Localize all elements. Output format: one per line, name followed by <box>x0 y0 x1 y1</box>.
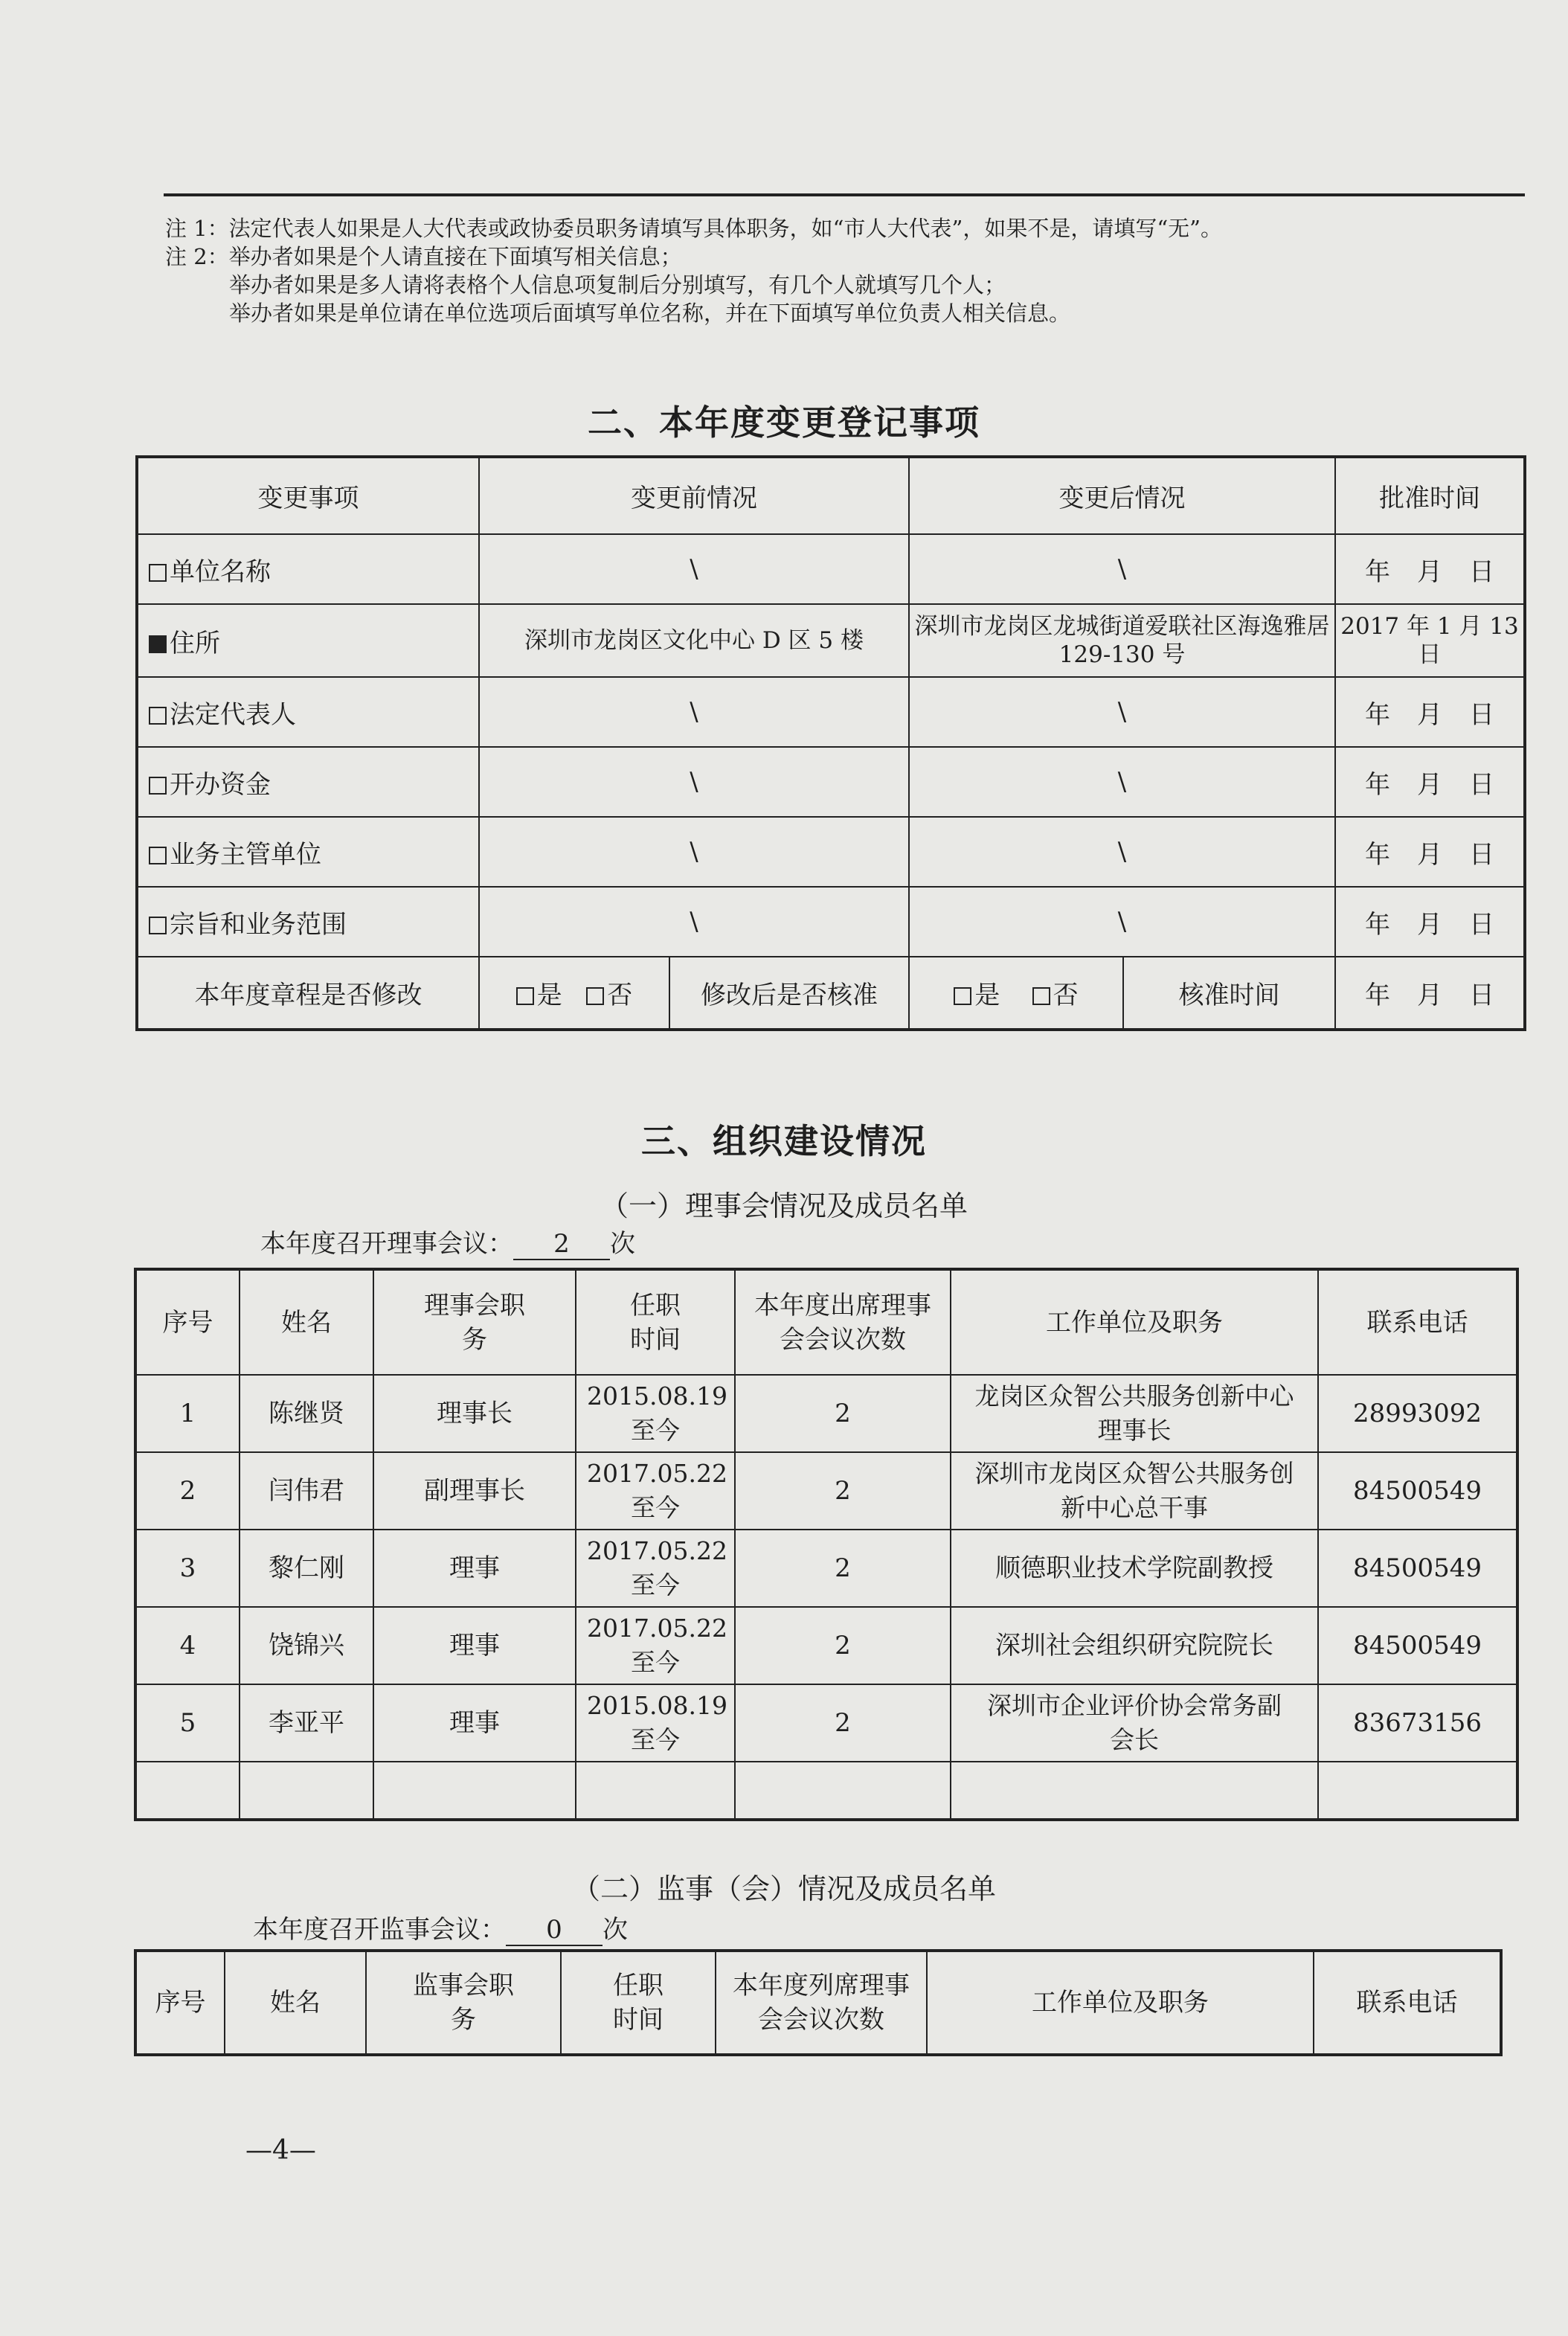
section2-title: 二、本年度变更登记事项 <box>588 402 980 443</box>
checkbox-purpose-scope[interactable] <box>149 917 167 934</box>
checkbox-address[interactable] <box>149 635 167 653</box>
approved-options: 是 否 <box>909 957 1123 1030</box>
table-row-empty <box>135 1762 1517 1820</box>
approved-label: 修改后是否核准 <box>669 957 909 1030</box>
change-row <box>137 677 1525 747</box>
change-row <box>137 747 1525 817</box>
note-2-line-2: 举办者如果是多人请将表格个人信息项复制后分别填写，有几个人就填写几个人； <box>229 272 1006 298</box>
change-item-label: 宗旨和业务范围 <box>170 909 347 940</box>
charter-revised-options: 是 否 <box>479 957 669 1030</box>
header-no: 序号 <box>135 1951 225 2055</box>
header-after: 变更后情况 <box>909 457 1335 534</box>
header-before: 变更前情况 <box>479 457 909 534</box>
table-row: 5 李亚平 理事 2015.08.19 至今 2 深圳市企业评价协会常务副会长 83673156 <box>135 1684 1517 1762</box>
supervisor-meeting-count: 本年度召开监事会议： 0 次 <box>253 1915 628 1945</box>
before-value: \ <box>479 677 909 747</box>
header-work: 工作单位及职务 <box>951 1269 1318 1375</box>
before-value: \ <box>479 887 909 957</box>
notes-block <box>165 214 1222 327</box>
top-rule <box>164 193 1525 196</box>
change-row <box>137 817 1525 887</box>
approval-date: 年 月 日 <box>1335 887 1525 957</box>
change-registration-table <box>135 455 1526 1031</box>
change-row <box>137 604 1525 677</box>
header-term: 任职时间 <box>576 1269 735 1375</box>
before-value: \ <box>479 817 909 887</box>
after-value: \ <box>909 677 1335 747</box>
header-approval-time: 批准时间 <box>1335 457 1525 534</box>
header-phone: 联系电话 <box>1318 1269 1517 1375</box>
supervisor-meeting-count-value: 0 <box>506 1915 603 1946</box>
change-item-label: 法定代表人 <box>170 699 296 730</box>
change-item-label: 业务主管单位 <box>170 839 321 870</box>
header-change-item: 变更事项 <box>137 457 479 534</box>
board-subtitle: （一）理事会情况及成员名单 <box>600 1190 968 1222</box>
checkbox-revised-yes[interactable] <box>516 987 534 1005</box>
approval-date: 年 月 日 <box>1335 747 1525 817</box>
before-value: \ <box>479 747 909 817</box>
table-row: 3 黎仁刚 理事 2017.05.22 至今 2 顺德职业技术学院副教授 84500549 <box>135 1530 1517 1607</box>
checkbox-approved-yes[interactable] <box>954 987 971 1005</box>
note-2-line-3: 举办者如果是单位请在单位选项后面填写单位名称，并在下面填写单位负责人相关信息。 <box>229 301 1071 326</box>
checkbox-unit-name[interactable] <box>149 564 167 582</box>
change-item-label: 开办资金 <box>170 769 271 800</box>
page-number: —4— <box>245 2135 316 2166</box>
approval-date: 2017 年 1 月 13 日 <box>1335 604 1525 677</box>
note-1: 注 1：法定代表人如果是人大代表或政协委员职务请填写具体职务，如“市人大代表”，如果不是，请填写“无”。 <box>165 216 1222 241</box>
table-row: 1 陈继贤 理事长 2015.08.19 至今 2 龙岗区众智公共服务创新中心理事长 28993092 <box>135 1375 1517 1452</box>
table-row: 2 闫伟君 副理事长 2017.05.22 至今 2 深圳市龙岗区众智公共服务创新中心总干事 84500549 <box>135 1452 1517 1530</box>
header-no: 序号 <box>135 1269 240 1375</box>
header-attendance: 本年度出席理事会会议次数 <box>735 1269 951 1375</box>
change-item-label: 住所 <box>170 628 220 658</box>
after-value: \ <box>909 747 1335 817</box>
checkbox-approved-no[interactable] <box>1032 987 1050 1005</box>
header-work: 工作单位及职务 <box>927 1951 1314 2055</box>
approval-date: 年 月 日 <box>1335 534 1525 604</box>
approval-date: 年 月 日 <box>1335 677 1525 747</box>
header-phone: 联系电话 <box>1314 1951 1501 2055</box>
supervisor-subtitle: （二）监事（会）情况及成员名单 <box>571 1873 996 1905</box>
checkbox-revised-no[interactable] <box>586 987 604 1005</box>
before-value: \ <box>479 534 909 604</box>
charter-revised-label: 本年度章程是否修改 <box>137 957 479 1030</box>
note-2: 注 2：举办者如果是个人请直接在下面填写相关信息； <box>165 244 682 269</box>
checkbox-legal-rep[interactable] <box>149 707 167 725</box>
after-value: \ <box>909 887 1335 957</box>
approval-date: 年 月 日 <box>1335 817 1525 887</box>
header-role: 理事会职务 <box>373 1269 576 1375</box>
header-role: 监事会职务 <box>366 1951 561 2055</box>
supervisor-members-table <box>134 1949 1503 2056</box>
checkbox-capital[interactable] <box>149 777 167 795</box>
change-row <box>137 534 1525 604</box>
change-item-label: 单位名称 <box>170 556 271 587</box>
header-term: 任职时间 <box>561 1951 716 2055</box>
board-meeting-count: 本年度召开理事会议： 2 次 <box>260 1229 635 1259</box>
approval-time-label: 核准时间 <box>1123 957 1335 1030</box>
before-value: 深圳市龙岗区文化中心 D 区 5 楼 <box>479 604 909 677</box>
checkbox-supervisor-unit[interactable] <box>149 847 167 864</box>
header-name: 姓名 <box>240 1269 373 1375</box>
after-value: \ <box>909 534 1335 604</box>
after-value: \ <box>909 817 1335 887</box>
change-row <box>137 887 1525 957</box>
charter-revision-row <box>137 957 1525 1030</box>
header-attendance: 本年度列席理事会会议次数 <box>716 1951 927 2055</box>
table-row: 4 饶锦兴 理事 2017.05.22 至今 2 深圳社会组织研究院院长 84500549 <box>135 1607 1517 1684</box>
board-meeting-count-value: 2 <box>513 1229 610 1260</box>
header-name: 姓名 <box>225 1951 366 2055</box>
approval-date: 年 月 日 <box>1335 957 1525 1030</box>
section3-title: 三、组织建设情况 <box>641 1121 927 1161</box>
after-value: 深圳市龙岗区龙城街道爱联社区海逸雅居 129-130 号 <box>909 604 1335 677</box>
board-members-table <box>134 1268 1519 1821</box>
